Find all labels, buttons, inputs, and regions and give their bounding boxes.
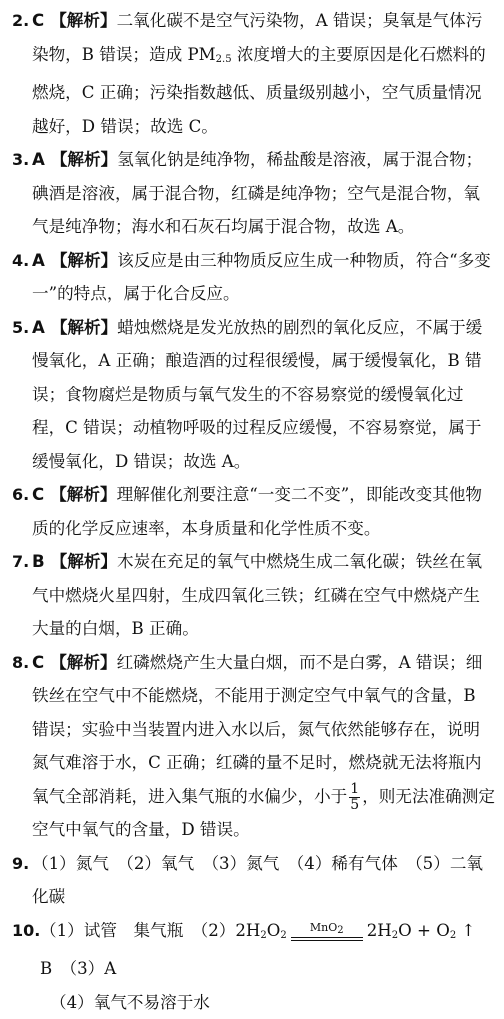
item-number: 4. xyxy=(12,244,29,278)
answer-item-3 xyxy=(12,143,496,244)
answer-choice: B xyxy=(32,552,45,571)
answer-choice: C xyxy=(32,485,44,504)
answer-choice: A xyxy=(32,251,45,270)
answer-item-10 xyxy=(12,914,496,1019)
item-number: 9. xyxy=(12,847,29,881)
answer-item-8 xyxy=(12,646,496,847)
fraction-one-fifth xyxy=(349,782,360,813)
subscript: 2 xyxy=(260,930,266,941)
subscript: 2 xyxy=(450,930,456,941)
analysis-tag: 【解析】 xyxy=(50,484,116,504)
answer-choice: C xyxy=(32,11,44,30)
catalyst-label xyxy=(310,921,344,937)
answer-part-rest: ↑ B （3）A xyxy=(40,921,492,979)
product-water: 2H xyxy=(367,921,392,940)
explanation-text: 氢氧化钠是纯净物，稀盐酸是溶液，属于混合物；碘酒是溶液，属于混合物，红磷是纯净物；空气是混合物，氧气是纯净物；海水和石灰石均属于混合物，故选 A。 xyxy=(32,150,482,236)
fraction-numerator: 1 xyxy=(349,782,360,798)
item-number: 3. xyxy=(12,143,29,177)
explanation-text: 二氧化碳不是空气污染物，A 错误；臭氧是气体污染物，B 错误；造成 PM xyxy=(32,11,482,64)
explanation-text: 红磷燃烧产生大量白烟，而不是白雾，A 错误；细铁丝在空气中不能燃烧，不能用于测定空气中氧气的含量，B 错误；实验中当装置内进入水以后，氮气依然能够存在，说明氮气难溶于水，C 正确；红磷的量不足时，燃烧就无法将瓶内氧气全部消耗，进入集气瓶的水偏少，小于 xyxy=(32,653,482,806)
answer-item-2 xyxy=(12,4,496,143)
answer-item-4 xyxy=(12,244,496,311)
item-number: 2. xyxy=(12,4,29,38)
answer-item-5 xyxy=(12,311,496,479)
item-number: 10. xyxy=(12,914,40,948)
item-number: 8. xyxy=(12,646,29,680)
explanation-text: 木炭在充足的氧气中燃烧生成二氧化碳；铁丝在氧气中燃烧火星四射，生成四氧化三铁；红磷在空气中燃烧产生大量的白烟，B 正确。 xyxy=(32,552,482,638)
answer-item-9 xyxy=(12,847,496,914)
answer-item-7 xyxy=(12,545,496,646)
explanation-text: 蜡烛燃烧是发光放热的剧烈的氧化反应，不属于缓慢氧化，A 正确；酿造酒的过程很缓慢，属于缓慢氧化，B 错误；食物腐烂是物质与氧气发生的不容易察觉的缓慢氧化过程，C 错误；动植物呼吸的过程反应缓慢，不容易察觉，属于缓慢氧化，D 错误；故选 A。 xyxy=(32,318,482,471)
explanation-text-cont: ，则无法准确测定空气中氧气的含量，D 错误。 xyxy=(32,787,495,840)
product-oxygen: O + O xyxy=(398,921,450,940)
item-number: 7. xyxy=(12,545,29,579)
answer-choice: A xyxy=(32,150,45,169)
analysis-tag: 【解析】 xyxy=(51,317,117,337)
fraction-denominator: 5 xyxy=(350,798,359,813)
fill-in-answers: （1）氮气 （2）氧气 （3）氮气 （4）稀有气体 （5）二氧化碳 xyxy=(32,854,483,907)
answer-choice: A xyxy=(32,318,45,337)
analysis-tag: 【解析】 xyxy=(51,551,117,571)
subscript: 2 xyxy=(392,930,398,941)
subscript: 2 xyxy=(337,925,343,936)
item-number: 5. xyxy=(12,311,29,345)
analysis-tag: 【解析】 xyxy=(51,149,117,169)
answer-choice: C xyxy=(32,653,44,672)
catalyst-formula: MnO xyxy=(310,921,337,934)
explanation-text: 理解催化剂要注意“一变二不变”，即能改变其他物质的化学反应速率，本身质量和化学性质不变。 xyxy=(32,485,482,538)
reaction-arrow xyxy=(291,921,363,941)
answer-part-4: （4）氧气不易溶于水 xyxy=(40,986,496,1019)
analysis-tag: 【解析】 xyxy=(50,10,116,30)
answer-item-6 xyxy=(12,478,496,545)
subscript: 2.5 xyxy=(216,54,232,65)
equals-bar xyxy=(291,937,363,941)
explanation-text: 该反应是由三种物质反应生成一种物质，符合“多变一”的特点，属于化合反应。 xyxy=(32,251,491,304)
subscript: 2 xyxy=(280,930,286,941)
explanation-text-cont: 浓度增大的主要原因是化石燃料的燃烧，C 正确；污染指数越低、质量级别越小，空气质量情况越好，D 错误；故选 C。 xyxy=(32,45,486,136)
analysis-tag: 【解析】 xyxy=(50,652,116,672)
item-number: 6. xyxy=(12,478,29,512)
analysis-tag: 【解析】 xyxy=(51,250,117,270)
answer-part-1-2: （1）试管 集气瓶 （2）2H xyxy=(40,921,260,940)
formula-o: O xyxy=(267,921,281,940)
